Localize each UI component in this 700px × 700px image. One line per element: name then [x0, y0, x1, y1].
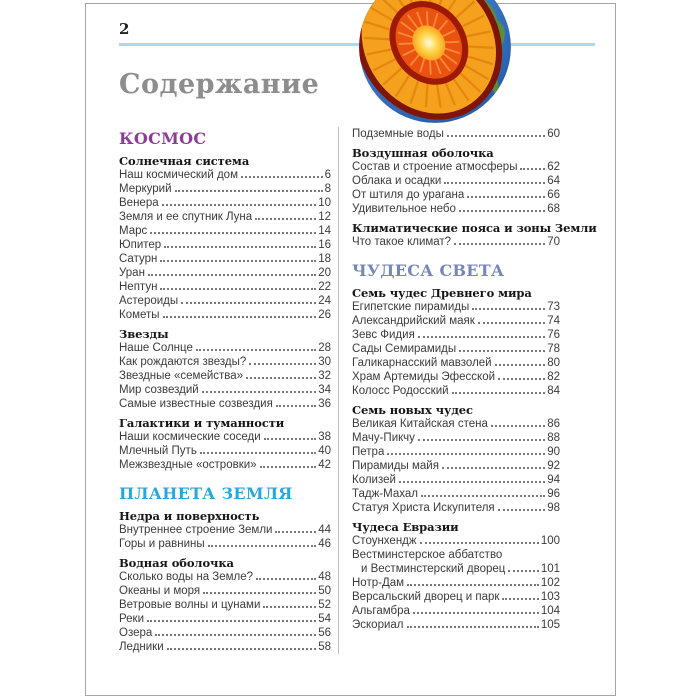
toc-entry	[352, 562, 560, 576]
dot-leader	[163, 316, 317, 318]
toc-entry	[119, 294, 331, 308]
toc-entry-page: 22	[318, 280, 331, 293]
toc-entry-label: Наши космические соседи	[119, 430, 261, 443]
toc-entry-label: Океаны и моря	[119, 584, 201, 597]
toc-entry-label: Альгамбра	[352, 604, 410, 617]
toc-entry	[352, 328, 560, 342]
toc-entry-label: Версальский дворец и парк	[352, 590, 500, 603]
dot-leader	[418, 336, 545, 338]
toc-entry-label: Сады Семирамиды	[352, 342, 457, 355]
dot-leader	[491, 425, 545, 427]
toc-entry	[119, 537, 331, 551]
dot-leader	[498, 378, 545, 380]
dot-leader	[196, 349, 316, 351]
dot-leader	[147, 620, 316, 622]
toc-entry-page: 54	[318, 612, 331, 625]
toc-entry-label: Юпитер	[119, 238, 162, 251]
toc-entry	[119, 397, 331, 411]
toc-entry	[119, 252, 331, 266]
subsection-title: Чудеса Евразии	[352, 519, 459, 534]
dot-leader	[246, 377, 316, 379]
toc-entry-page: 46	[318, 537, 331, 550]
toc-entry	[352, 188, 560, 202]
toc-entry-page: 84	[547, 384, 560, 397]
toc-entry	[119, 355, 331, 369]
toc-entry	[352, 501, 560, 515]
toc-entry-label: Наше Солнце	[119, 341, 193, 354]
toc-entry-label: Нептун	[119, 280, 158, 293]
subsection-title: Семь чудес Древнего мира	[352, 285, 532, 300]
toc-entry-page: 94	[547, 473, 560, 486]
dot-leader	[407, 584, 539, 586]
toc-entry-page: 6	[324, 168, 331, 181]
toc-entry-page: 60	[547, 127, 560, 140]
toc-entry-label: Подземные воды	[352, 127, 444, 140]
toc-entry-page: 14	[318, 224, 331, 237]
dot-leader	[200, 452, 316, 454]
page-number: 2	[119, 20, 130, 38]
section-header: КОСМОС	[119, 128, 207, 148]
toc-entry-label: Млечный Путь	[119, 444, 197, 457]
dot-leader	[275, 531, 316, 533]
toc-entry-label: Венера	[119, 196, 159, 209]
toc-entry	[352, 174, 560, 188]
toc-entry	[352, 300, 560, 314]
toc-entry-page: 10	[318, 196, 331, 209]
toc-entry-page: 80	[547, 356, 560, 369]
toc-entry-label: Храм Артемиды Эфесской	[352, 370, 496, 383]
toc-entry	[119, 210, 331, 224]
dot-leader	[164, 246, 316, 248]
toc-entry-label: Меркурий	[119, 182, 172, 195]
toc-entry	[352, 235, 560, 249]
toc-entry	[352, 618, 560, 632]
toc-entry-label: Ледники	[119, 640, 164, 653]
toc-entry-label: Вестминстерское аббатство	[352, 548, 503, 561]
toc-entry-page: 38	[318, 430, 331, 443]
dot-leader	[399, 481, 545, 483]
dot-leader	[407, 626, 539, 628]
toc-entry-label: Петра	[352, 445, 385, 458]
dot-leader	[260, 466, 317, 468]
subsection-title: Галактики и туманности	[119, 415, 285, 430]
toc-entry-label: и Вестминстерский дворец	[361, 562, 506, 575]
dot-leader	[447, 135, 545, 137]
toc-entry-label: Межзвездные «островки»	[119, 458, 257, 471]
toc-entry-label: Стоунхендж	[352, 534, 417, 547]
dot-leader	[418, 439, 545, 441]
toc-entry-page: 58	[318, 640, 331, 653]
toc-entry	[119, 584, 331, 598]
dot-leader	[276, 405, 316, 407]
toc-entry-label: Сатурн	[119, 252, 158, 265]
section-header: ПЛАНЕТА ЗЕМЛЯ	[119, 483, 293, 503]
toc-entry-label: Зевс Фидия	[352, 328, 415, 341]
toc-entry-label: Что такое климат?	[352, 235, 452, 248]
toc-entry	[352, 384, 560, 398]
book-page	[85, 3, 616, 696]
toc-entry	[352, 576, 560, 590]
page-title: Содержание	[119, 68, 320, 100]
toc-entry-page: 44	[318, 523, 331, 536]
toc-entry-label: Марс	[119, 224, 148, 237]
dot-leader	[256, 578, 316, 580]
toc-entry	[352, 459, 560, 473]
dot-leader	[387, 453, 545, 455]
toc-entry-page: 48	[318, 570, 331, 583]
toc-entry	[352, 202, 560, 216]
toc-entry-page: 96	[547, 487, 560, 500]
toc-entry	[352, 445, 560, 459]
dot-leader	[203, 592, 316, 594]
toc-entry-page: 42	[318, 458, 331, 471]
toc-entry-label: Тадж-Махал	[352, 487, 418, 500]
toc-entry-label: Самые известные созвездия	[119, 397, 273, 410]
toc-entry-page: 56	[318, 626, 331, 639]
dot-leader	[241, 176, 323, 178]
dot-leader	[202, 391, 316, 393]
toc-entry-page: 78	[547, 342, 560, 355]
dot-leader	[478, 322, 545, 324]
toc-entry-page: 30	[318, 355, 331, 368]
toc-entry	[352, 127, 560, 141]
toc-entry	[119, 458, 331, 472]
toc-entry-label: Великая Китайская стена	[352, 417, 488, 430]
earth-cutaway-illustration	[355, 0, 515, 127]
toc-column-2	[352, 127, 597, 654]
toc-entry-page: 68	[547, 202, 560, 215]
subsection-title: Солнечная система	[119, 153, 250, 168]
toc-entry-page: 26	[318, 308, 331, 321]
toc-entry-page: 8	[324, 182, 331, 195]
toc-entry-page: 18	[318, 252, 331, 265]
toc-entry-page: 64	[547, 174, 560, 187]
dot-leader	[263, 606, 316, 608]
toc-entry-label: Уран	[119, 266, 145, 279]
toc-entry-label: От штиля до урагана	[352, 188, 465, 201]
toc-entry-label: Астероиды	[119, 294, 179, 307]
toc-entry	[119, 196, 331, 210]
dot-leader	[208, 545, 317, 547]
toc-entry-page: 40	[318, 444, 331, 457]
dot-leader	[442, 467, 545, 469]
toc-entry-page: 92	[547, 459, 560, 472]
toc-entry	[352, 487, 560, 501]
toc-entry-label: Египетские пирамиды	[352, 300, 470, 313]
toc-entry-page: 34	[318, 383, 331, 396]
toc-entry-page: 28	[318, 341, 331, 354]
toc-entry-page: 98	[547, 501, 560, 514]
toc-entry-label: Статуя Христа Искупителя	[352, 501, 495, 514]
dot-leader	[420, 542, 539, 544]
toc-entry	[119, 182, 331, 196]
dot-leader	[162, 204, 317, 206]
toc-entry-label: Наш космический дом	[119, 168, 238, 181]
toc-entry-page: 101	[540, 562, 560, 575]
toc-entry-label: Облака и осадки	[352, 174, 442, 187]
globe-cutaway	[355, 0, 515, 127]
toc-entry-label: Мачу-Пикчу	[352, 431, 415, 444]
toc-entry-label: Горы и равнины	[119, 537, 205, 550]
subsection-title: Климатические пояса и зоны Земли	[352, 220, 597, 235]
dot-leader	[498, 509, 546, 511]
toc-entry	[352, 590, 560, 604]
toc-entry-label: Эскориал	[352, 618, 404, 631]
toc-entry-label: Земля и ее спутник Луна	[119, 210, 253, 223]
toc-entry-page: 73	[547, 300, 560, 313]
toc-entry-page: 20	[318, 266, 331, 279]
dot-leader	[421, 495, 545, 497]
toc-entry	[352, 534, 560, 548]
toc-entry-page: 66	[547, 188, 560, 201]
subsection-title: Звезды	[119, 326, 169, 341]
table-of-contents	[119, 127, 595, 654]
toc-entry-label: Звездные «семейства»	[119, 369, 244, 382]
toc-entry	[119, 570, 331, 584]
dot-leader	[413, 612, 539, 614]
toc-entry-page: 50	[318, 584, 331, 597]
toc-entry-page: 52	[318, 598, 331, 611]
toc-entry	[119, 444, 331, 458]
dot-leader	[181, 302, 316, 304]
toc-entry-label: Колосс Родосский	[352, 384, 449, 397]
dot-leader	[444, 182, 545, 184]
toc-entry-label: Мир созвездий	[119, 383, 199, 396]
dot-leader	[264, 438, 317, 440]
toc-entry-page: 103	[540, 590, 560, 603]
toc-entry	[352, 473, 560, 487]
toc-entry-page: 105	[540, 618, 560, 631]
toc-entry	[119, 369, 331, 383]
dot-leader	[495, 364, 546, 366]
dot-leader	[472, 308, 545, 310]
dot-leader	[459, 350, 545, 352]
toc-entry-page: 32	[318, 369, 331, 382]
subsection-title: Семь новых чудес	[352, 402, 473, 417]
dot-leader	[175, 190, 323, 192]
toc-entry	[119, 612, 331, 626]
toc-entry	[119, 640, 331, 654]
toc-entry-label: Удивительное небо	[352, 202, 456, 215]
toc-entry-page: 76	[547, 328, 560, 341]
toc-entry-label: Александрийский маяк	[352, 314, 475, 327]
toc-entry-page: 62	[547, 160, 560, 173]
dot-leader	[249, 363, 316, 365]
toc-entry-label: Пирамиды майя	[352, 459, 439, 472]
dot-leader	[148, 274, 316, 276]
toc-entry-page: 70	[547, 235, 560, 248]
toc-entry-label: Кометы	[119, 308, 160, 321]
toc-entry-page: 16	[318, 238, 331, 251]
toc-entry-page: 90	[547, 445, 560, 458]
toc-entry	[352, 431, 560, 445]
toc-entry	[119, 238, 331, 252]
toc-entry-page: 74	[547, 314, 560, 327]
toc-entry	[119, 224, 331, 238]
toc-entry	[352, 314, 560, 328]
toc-entry-page: 24	[318, 294, 331, 307]
subsection-title: Воздушная оболочка	[352, 145, 494, 160]
dot-leader	[452, 392, 546, 394]
dot-leader	[459, 210, 545, 212]
toc-entry-page: 36	[318, 397, 331, 410]
toc-entry	[352, 356, 560, 370]
toc-entry	[352, 417, 560, 431]
toc-entry	[119, 341, 331, 355]
toc-entry	[119, 383, 331, 397]
dot-leader	[467, 196, 545, 198]
dot-leader	[150, 232, 316, 234]
toc-entry	[119, 280, 331, 294]
toc-entry-label: Колизей	[352, 473, 396, 486]
toc-entry-label: Озера	[119, 626, 153, 639]
toc-entry-page: 12	[318, 210, 331, 223]
toc-entry	[352, 548, 560, 562]
dot-leader	[508, 570, 538, 572]
dot-leader	[160, 288, 316, 290]
toc-entry-page: 100	[540, 534, 560, 547]
toc-entry-label: Нотр-Дам	[352, 576, 405, 589]
toc-entry-label: Состав и строение атмосферы	[352, 160, 518, 173]
toc-entry	[352, 604, 560, 618]
toc-entry-label: Как рождаются звезды?	[119, 355, 247, 368]
toc-entry	[119, 308, 331, 322]
dot-leader	[454, 243, 545, 245]
dot-leader	[502, 598, 538, 600]
column-divider	[338, 127, 339, 654]
toc-entry	[119, 430, 331, 444]
toc-entry-page: 102	[540, 576, 560, 589]
toc-entry	[119, 626, 331, 640]
toc-entry	[352, 342, 560, 356]
toc-entry-label: Внутреннее строение Земли	[119, 523, 273, 536]
subsection-title: Водная оболочка	[119, 555, 234, 570]
dot-leader	[160, 260, 316, 262]
toc-entry-label: Галикарнасский мавзолей	[352, 356, 492, 369]
section-header: ЧУДЕСА СВЕТА	[352, 260, 505, 280]
dot-leader	[520, 168, 545, 170]
toc-entry	[119, 523, 331, 537]
toc-entry-page: 88	[547, 431, 560, 444]
toc-entry-label: Ветровые волны и цунами	[119, 598, 261, 611]
toc-entry	[352, 160, 560, 174]
toc-column-1	[119, 127, 331, 654]
toc-entry	[352, 370, 560, 384]
toc-entry	[119, 598, 331, 612]
toc-entry-label: Реки	[119, 612, 145, 625]
subsection-title: Недра и поверхность	[119, 508, 260, 523]
toc-entry-page: 86	[547, 417, 560, 430]
toc-entry	[119, 168, 331, 182]
toc-entry-label: Сколько воды на Земле?	[119, 570, 254, 583]
dot-leader	[155, 634, 316, 636]
toc-entry-page: 82	[547, 370, 560, 383]
dot-leader	[167, 648, 317, 650]
toc-entry	[119, 266, 331, 280]
dot-leader	[255, 218, 316, 220]
toc-entry-page: 104	[540, 604, 560, 617]
